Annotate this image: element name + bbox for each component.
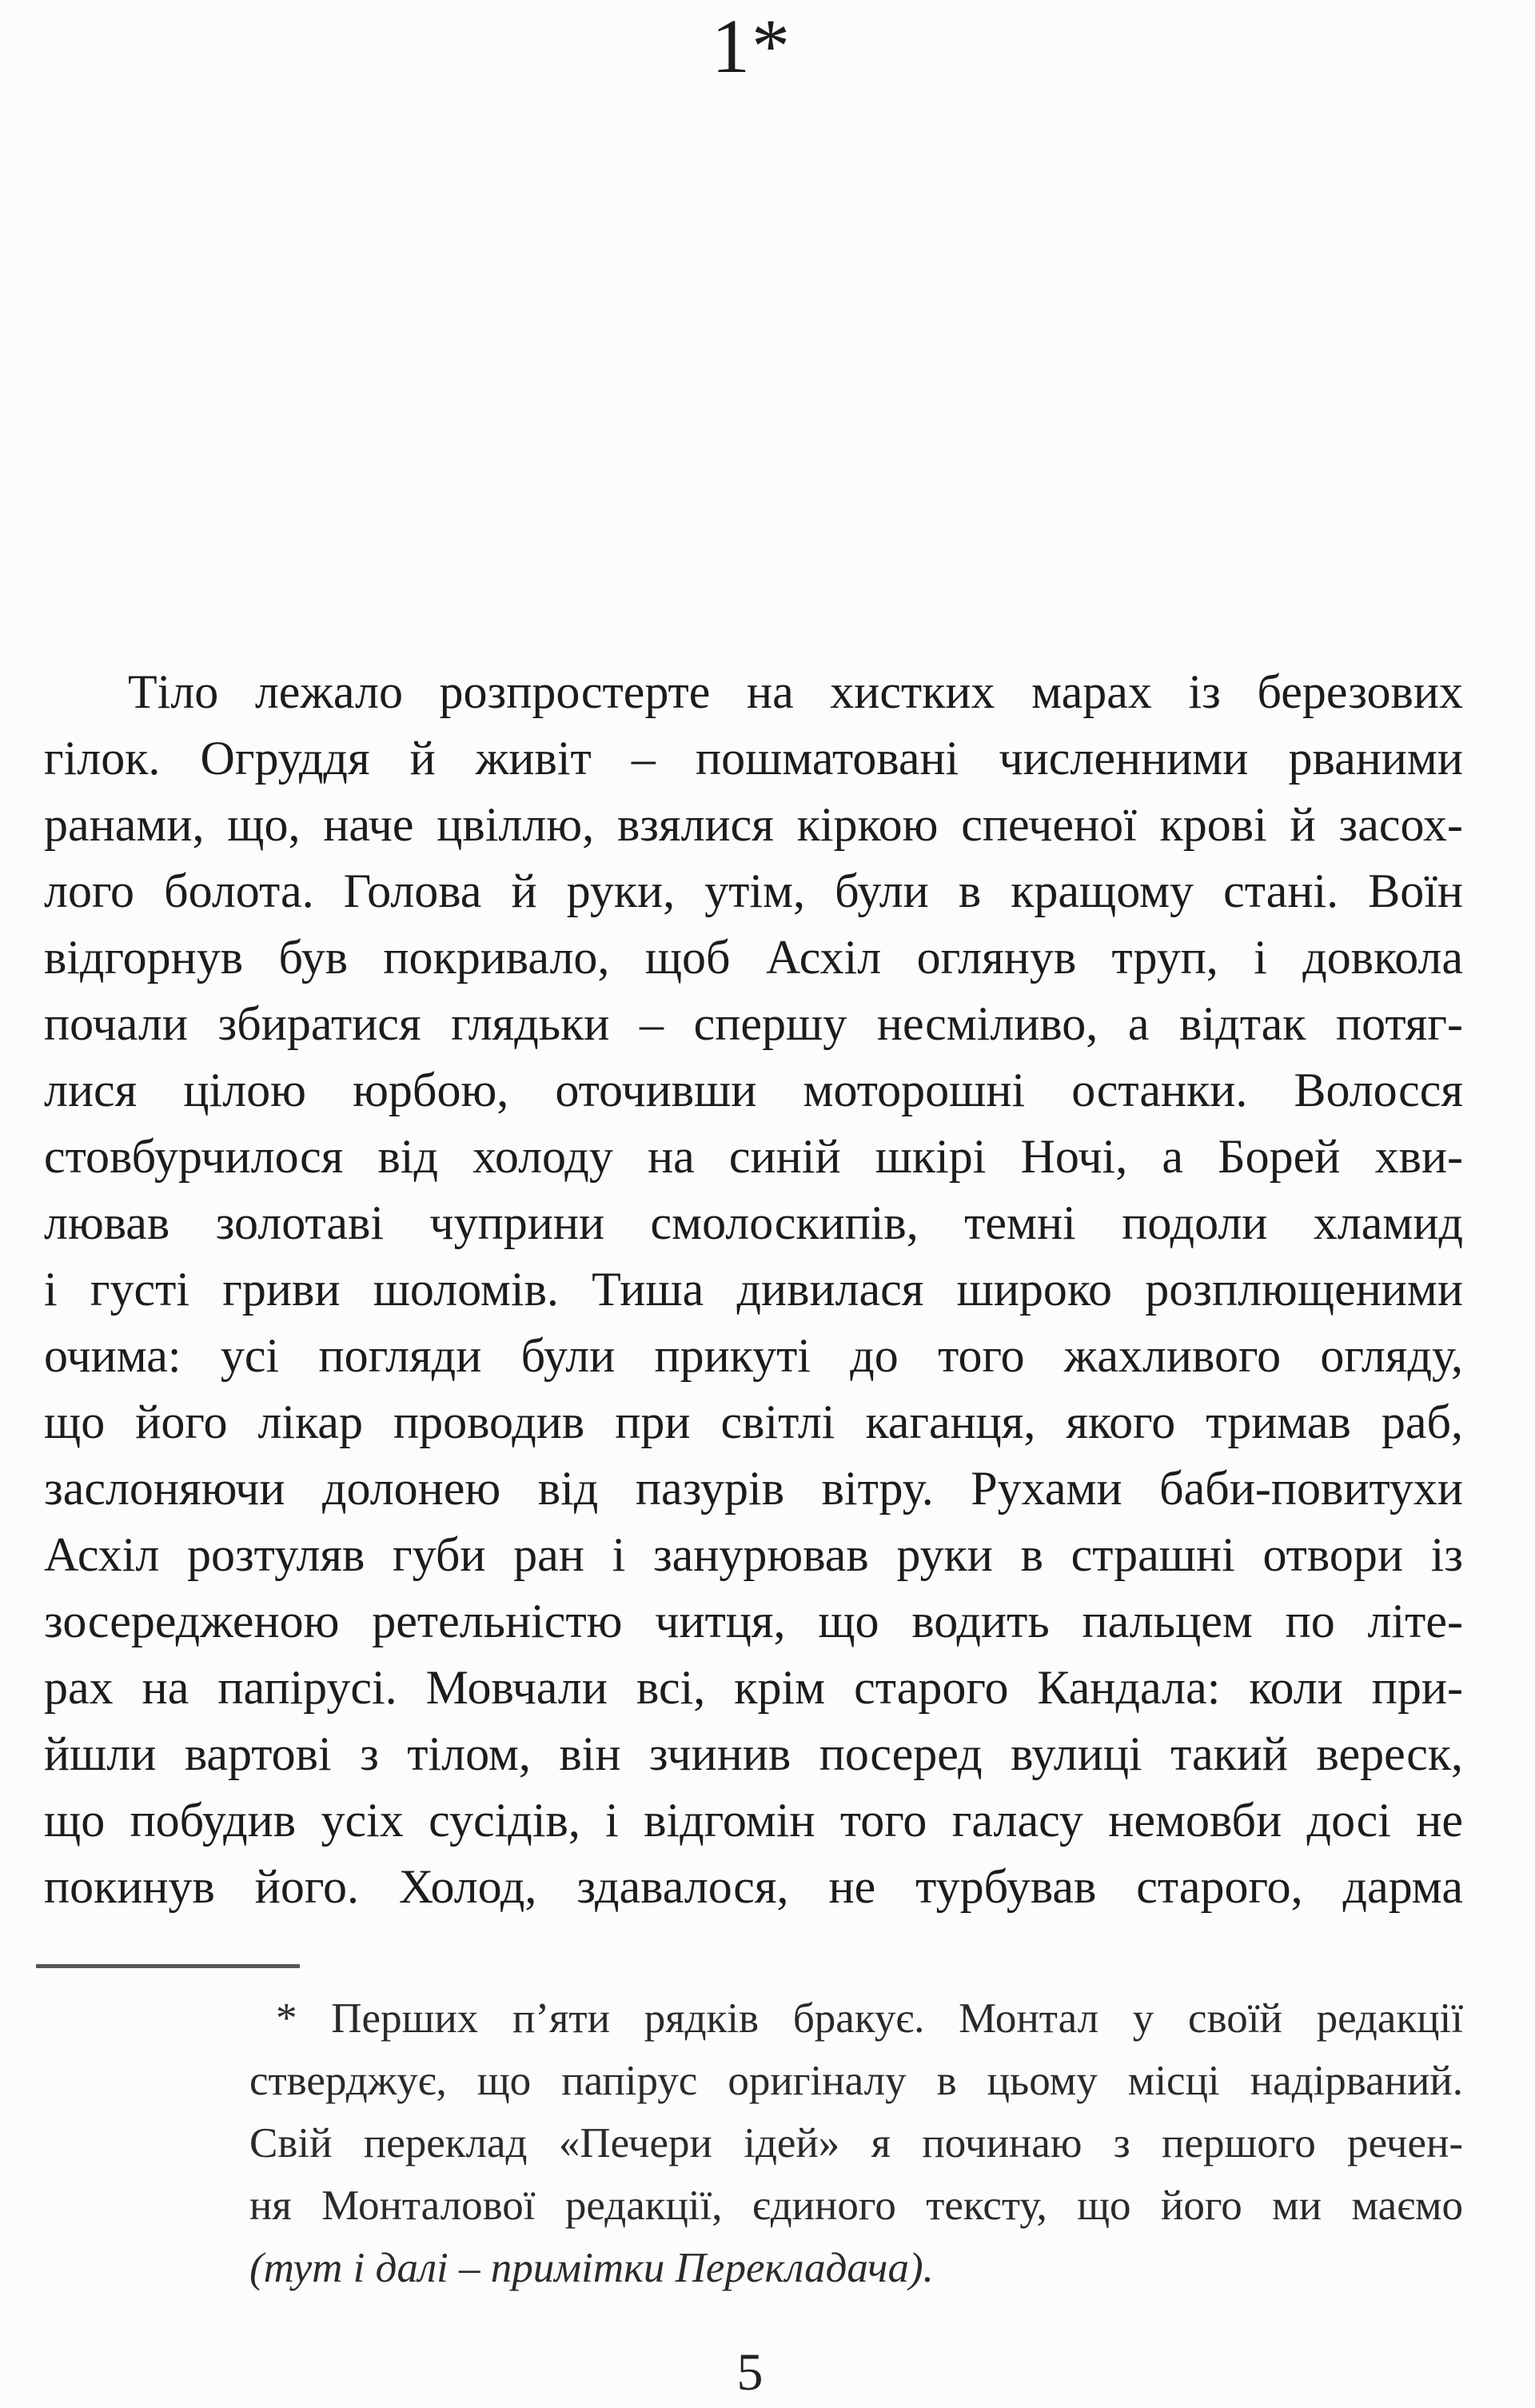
footnote-line: (тут і далі – примітки Перекладача). — [249, 2245, 934, 2291]
paragraph-line: зосередженою ретельністю читця, що водить пальцем по літе- — [44, 1595, 1463, 1647]
footnote — [249, 1987, 1463, 2299]
paragraph-line: рах на папірусі. Мовчали всі, крім старого Кандала: коли при- — [44, 1661, 1463, 1714]
paragraph-line: стовбурчилося від холоду на синій шкірі Ночі, а Борей хви- — [44, 1130, 1463, 1183]
footnote-separator-rule — [36, 1964, 300, 1968]
paragraph-line: відгорнув був покривало, щоб Асхіл оглянув труп, і довкола — [44, 931, 1463, 984]
paragraph-line: очима: усі погляди були прикуті до того жахливого огляду, — [44, 1329, 1463, 1382]
paragraph-line: гілок. Огруддя й живіт – пошматовані численними рваними — [44, 732, 1463, 785]
footnote-line: ня Монталової редакції, єдиного тексту, що його ми маємо — [249, 2182, 1463, 2229]
paragraph-line: ранами, що, наче цвіллю, взялися кіркою спеченої крові й засох- — [44, 798, 1463, 851]
footnote-line: Свій переклад «Печери ідей» я починаю з першого речен- — [249, 2120, 1463, 2166]
chapter-heading: 1* — [712, 3, 791, 89]
paragraph-line: заслоняючи долонею від пазурів вітру. Рухами баби-повитухи — [44, 1462, 1463, 1515]
paragraph-line: йшли вартові з тілом, він зчинив посеред вулиці такий вереск, — [44, 1727, 1463, 1780]
paragraph-line: почали збиратися глядьки – спершу несміливо, а відтак потяг- — [44, 997, 1463, 1050]
paragraph-line: Тіло лежало розпростерте на хистких марах із березових — [128, 665, 1463, 718]
paragraph-line: лював золотаві чуприни смолоскипів, темні подоли хламид — [44, 1196, 1463, 1249]
paragraph-line: що його лікар проводив при світлі каганця, якого тримав раб, — [44, 1396, 1463, 1448]
paragraph-line: Асхіл розтуляв губи ран і занурював руки в страшні отвори із — [44, 1528, 1463, 1581]
paragraph-line: лого болота. Голова й руки, утім, були в кращому стані. Воїн — [44, 865, 1463, 917]
page-number: 5 — [736, 2343, 764, 2402]
footnote-line: стверджує, що папірус оригіналу в цьому місці надірваний. — [249, 2058, 1463, 2104]
paragraph-line: лися цілою юрбою, оточивши моторошні останки. Волосся — [44, 1064, 1463, 1116]
paragraph-line: що побудив усіх сусідів, і відгомін того галасу немовби досі не — [44, 1794, 1463, 1847]
paragraph-line: покинув його. Холод, здавалося, не турбував старого, дарма — [44, 1860, 1463, 1913]
paragraph — [44, 659, 1463, 1920]
footnote-line: * Перших п’яти рядків бракує. Монтал у своїй редакції — [276, 1995, 1463, 2042]
paragraph-line: і густі гриви шоломів. Тиша дивилася широко розплющеними — [44, 1263, 1463, 1316]
